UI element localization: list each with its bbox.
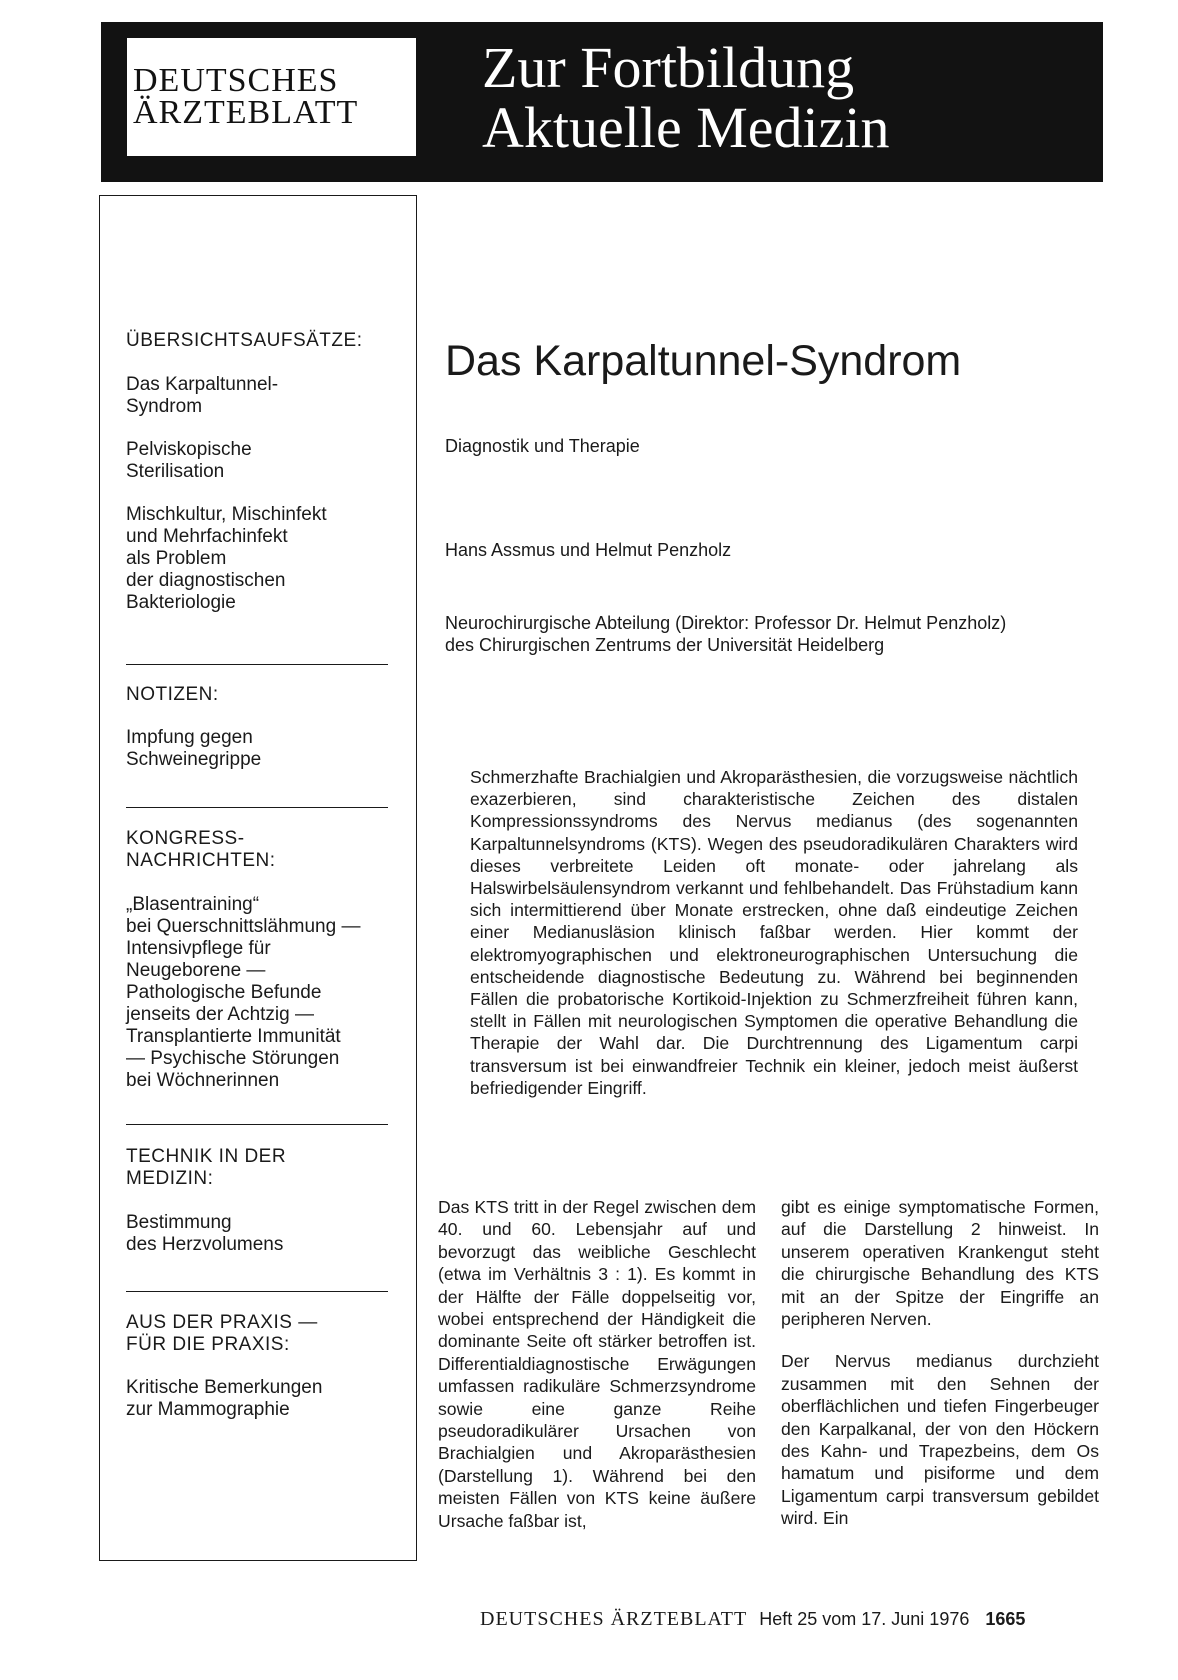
body-paragraph: Das KTS tritt in der Regel zwischen dem 40. und 60. Lebensjahr auf und bevorzugt das weibliche Geschlecht (etwa im Verhältnis 3 : 1). Es kommt in der Hälfte der Fälle doppelseitig vor, wobei entsprechend der Händigkeit die dominante Seite oft stärker betroffen ist. Differentialdiagnostische Erwägungen umfassen radikuläre Schmerzsyndrome sowie eine ganze Reihe pseudoradikulärer Ursachen von Brachialgien und Akroparästhesien (Darstellung 1). Während bei den meisten Fällen von KTS keine äußere Ursache faßbar ist, [438, 1197, 756, 1531]
toc-item[interactable]: Bestimmung des Herzvolumens [126, 1212, 284, 1255]
body-column-1 [438, 1196, 756, 1552]
toc-section-notizen [126, 684, 398, 771]
section-title-line-2: Aktuelle Medizin [482, 95, 890, 160]
footer-issue: Heft 25 vom 17. Juni 1976 [759, 1609, 970, 1629]
article-authors: Hans Assmus und Helmut Penzholz [445, 540, 732, 560]
toc-heading: NOTIZEN: [126, 684, 219, 705]
section-title-line-1: Zur Fortbildung [482, 35, 855, 100]
footer-journal: DEUTSCHES ÄRZTEBLATT [480, 1608, 748, 1630]
toc-item[interactable]: „Blasentraining“ bei Querschnittslähmung — Intensivpflege für Neugeborene — Pathologische Befunde jenseits der Achtzig — Transplantierte Immunität — Psychische Störungen bei Wöchnerinnen [126, 894, 361, 1091]
journal-logo [127, 38, 416, 156]
body-paragraph: Der Nervus medianus durchzieht zusammen mit den Sehnen der oberflächlichen und tiefen Fingerbeuger den Karpalkanal, der von den Höckern des Kahn- und Trapezbeins, dem Os hamatum und pisiforme und dem Ligamentum carpi transversum gebildet wird. Ein [781, 1351, 1099, 1529]
toc-section-technik [126, 1146, 398, 1256]
toc-item[interactable]: Kritische Bemerkungen zur Mammographie [126, 1377, 323, 1420]
toc-item[interactable]: Pelviskopische Sterilisation [126, 439, 252, 482]
body-column-2 [781, 1196, 1099, 1550]
toc-heading: TECHNIK IN DER MEDIZIN: [126, 1146, 287, 1189]
article-abstract [470, 766, 1078, 1099]
page-footer [480, 1608, 1025, 1631]
logo-line-2: ÄRZTEBLATT [133, 94, 359, 131]
page-number: 1665 [985, 1609, 1026, 1629]
toc-item[interactable]: Mischkultur, Mischinfekt und Mehrfachinfekt als Problem der diagnostischen Bakteriologie [126, 504, 327, 613]
toc-heading: ÜBERSICHTSAUFSÄTZE: [126, 330, 363, 351]
toc-section-uebersicht [126, 330, 398, 614]
toc-divider [126, 664, 388, 665]
toc-section-kongress [126, 828, 398, 1092]
toc-heading: KONGRESS- NACHRICHTEN: [126, 828, 276, 871]
article-subtitle: Diagnostik und Therapie [445, 436, 640, 456]
section-title [482, 35, 890, 160]
toc-item[interactable]: Impfung gegen Schweinegrippe [126, 727, 262, 770]
abstract-text: Schmerzhafte Brachialgien und Akroparästhesien, die vorzugsweise nächtlich exazerbieren, sind charakteristische Zeichen des distalen Kompressionssyndroms des Nervus medianus (des sogenannten Karpaltunnelsyndroms (KTS). Wegen des pseudoradikulären Charakters wird dieses verbreitete Leiden oft monate- oder jahrelang als Halswirbelsäulensyndrom verkannt und fehlbehandelt. Das Frühstadium kann sich intermittierend über Monate erstrecken, ohne daß eindeutige Zeichen einer Medianusläsion klinisch faßbar werden. Hier kommt der elektromyographischen und elektroneurographischen Untersuchung die entscheidende diagnostische Bedeutung zu. Während bei beginnenden Fällen die probatorische Kortikoid-Injektion zu Schmerzfreiheit führen kann, stellt in Fällen mit neurologischen Symptomen die operative Behandlung die Therapie der Wahl dar. Die Durchtrennung des Ligamentum carpi transversum ist bei einwandfreier Technik ein kleiner, jedoch meist äußerst befriedigender Eingriff. [470, 767, 1078, 1098]
toc-section-praxis [126, 1312, 398, 1421]
toc-divider [126, 807, 388, 808]
toc-divider [126, 1291, 388, 1292]
toc-divider [126, 1124, 388, 1125]
affiliation-line-2: des Chirurgischen Zentrums der Universität Heidelberg [445, 635, 885, 655]
affiliation-line-1: Neurochirurgische Abteilung (Direktor: Professor Dr. Helmut Penzholz) [445, 613, 1007, 633]
toc-heading: AUS DER PRAXIS — FÜR DIE PRAXIS: [126, 1312, 318, 1355]
toc-item[interactable]: Das Karpaltunnel- Syndrom [126, 374, 279, 417]
body-paragraph: gibt es einige symptomatische Formen, auf die Darstellung 2 hinweist. In unserem operativen Krankengut steht die chirurgische Behandlung des KTS mit an der Spitze der Eingriffe an peripheren Nerven. [781, 1197, 1099, 1330]
logo-line-1: DEUTSCHES [133, 62, 339, 99]
article-affiliation [445, 612, 1006, 656]
article-title: Das Karpaltunnel-Syndrom [445, 337, 962, 385]
